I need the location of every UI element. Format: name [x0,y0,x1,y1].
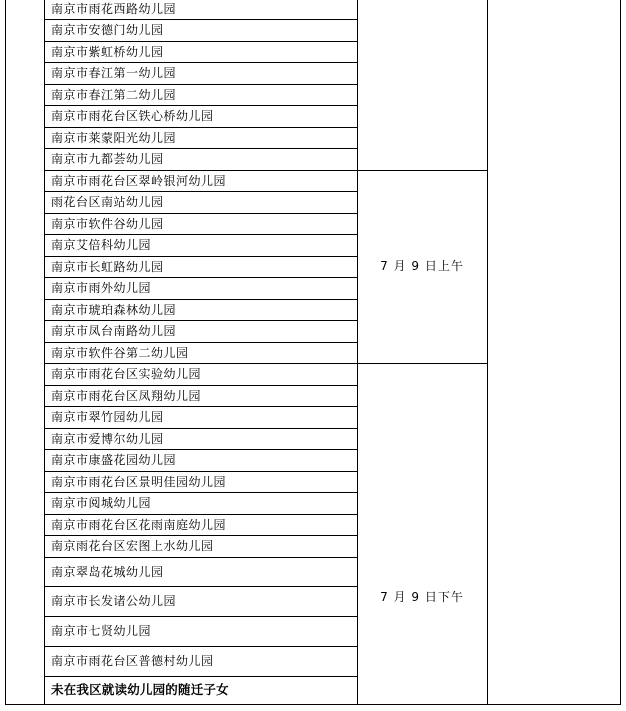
table-cell-kindergarten: 南京市长虹路幼儿园 [51,260,164,274]
table-cell-kindergarten: 南京市雨花台区花雨南庭幼儿园 [51,518,227,532]
time-cell-afternoon: 7 月 9 日下午 [380,590,464,604]
table-cell-kindergarten: 南京市雨花台区普德村幼儿园 [51,654,214,668]
row-divider [44,676,357,677]
table-border-left [5,0,6,704]
table-cell-kindergarten: 南京雨花台区宏图上水幼儿园 [51,539,214,553]
time-cell-morning: 7 月 9 日上午 [380,259,464,273]
table-cell-kindergarten: 南京市雨外幼儿园 [51,281,152,295]
table-cell-kindergarten: 南京市九都荟幼儿园 [51,152,164,166]
table-cell-migrant-children: 未在我区就读幼儿园的随迁子女 [51,682,229,697]
row-divider [44,148,357,149]
row-divider [44,234,357,235]
row-divider [44,492,357,493]
table-cell-kindergarten: 南京市阅城幼儿园 [51,496,152,510]
table-cell-kindergarten: 南京市安德门幼儿园 [51,23,164,37]
row-divider [44,277,357,278]
row-divider [44,105,357,106]
group-divider [44,363,487,364]
row-divider [44,342,357,343]
row-divider [44,514,357,515]
table-cell-kindergarten: 南京市紫虹桥幼儿园 [51,45,164,59]
table-cell-kindergarten: 南京市雨花台区铁心桥幼儿园 [51,109,214,123]
row-divider [44,471,357,472]
table-cell-kindergarten: 南京市雨花台区景明佳园幼儿园 [51,475,227,489]
table-cell-kindergarten: 南京市软件谷第二幼儿园 [51,346,189,360]
row-divider [44,385,357,386]
row-divider [44,41,357,42]
row-divider [44,127,357,128]
row-divider [44,19,357,20]
table-cell-kindergarten: 南京市雨花台区凤翔幼儿园 [51,389,202,403]
row-divider [44,449,357,450]
table-cell-kindergarten: 南京市春江第二幼儿园 [51,88,177,102]
table-cell-kindergarten: 南京翠岛花城幼儿园 [51,565,164,579]
row-divider [44,406,357,407]
table-cell-kindergarten: 南京市凤台南路幼儿园 [51,324,177,338]
table-cell-kindergarten: 南京市莱蒙阳光幼儿园 [51,131,177,145]
table-border-bottom [5,704,621,705]
group-divider [44,170,487,171]
table-cell-kindergarten: 南京市七贤幼儿园 [51,624,152,638]
table-cell-kindergarten: 南京市雨花台区翠岭银河幼儿园 [51,174,227,188]
row-divider [44,256,357,257]
row-divider [44,428,357,429]
row-divider [44,299,357,300]
row-divider [44,213,357,214]
table-cell-kindergarten: 南京市翠竹园幼儿园 [51,410,164,424]
row-divider [44,557,357,558]
row-divider [44,586,357,587]
row-divider [44,320,357,321]
column-divider [487,0,488,704]
table-cell-kindergarten: 雨花台区南站幼儿园 [51,195,164,209]
row-divider [44,535,357,536]
row-divider [44,62,357,63]
table-cell-kindergarten: 南京市雨花台区实验幼儿园 [51,367,202,381]
row-divider [44,84,357,85]
row-divider [44,616,357,617]
table-cell-kindergarten: 南京艾倍科幼儿园 [51,238,152,252]
table-cell-kindergarten: 南京市春江第一幼儿园 [51,66,177,80]
table-cell-kindergarten: 南京市软件谷幼儿园 [51,217,164,231]
table-cell-kindergarten: 南京市琥珀森林幼儿园 [51,303,177,317]
row-divider [44,191,357,192]
table-cell-kindergarten: 南京市爱博尔幼儿园 [51,432,164,446]
table-cell-kindergarten: 南京市长发诸公幼儿园 [51,594,177,608]
table-cell-kindergarten: 南京市雨花西路幼儿园 [51,2,177,16]
table-border-right [620,0,621,704]
table-cell-kindergarten: 南京市康盛花园幼儿园 [51,453,177,467]
row-divider [44,646,357,647]
